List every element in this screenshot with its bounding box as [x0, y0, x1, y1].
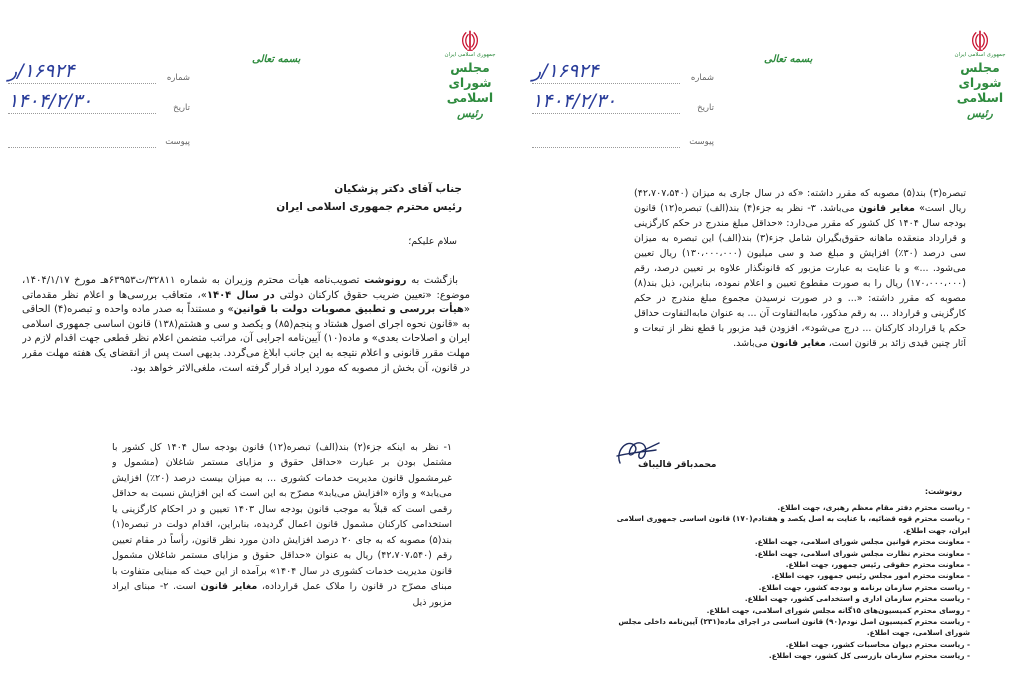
- signatory-name: محمدباقر قالیباف: [638, 460, 717, 470]
- cc-recipient: - معاونت محترم قوانین مجلس شورای اسلامی، جهت اطلاع.: [598, 536, 970, 547]
- addressee-block: [276, 180, 462, 216]
- body-text: می‌باشد. ۳- نظر به جزء(۴) بند(الف) تبصره(۱۲) قانون بودجه سال ۱۴۰۴ کل کشور که مقرر می‌دارد: «حداقل مبلغ مندرج در حکم کارگزینی و قرارداد منعقده ماهانه حقوق‌بگیران شامل جزء(۳) بند(الف) این تبصره به میزان سی درصد (۳۰٪) افزایش و مبلغ صد و سی میلیون (۱۳۰،۰۰۰،۰۰۰) ریال تعیین می‌شود. ...» و با عنایت به عبارت مزبور که قانونگذار علاوه بر تعیین درصد، رقم (۱۷۰،۰۰۰،۰۰۰) ریال را به صورت مقطوع تعیین و اعلام نموده، بنابراین، ذیل بند(۸) مصوبه که مقرر داشته: «... و در صورت نرسیدن مجموع مبلغ مندرج در حکم کارگزینی و قرارداد ... به رقم مذکور، مابه‌التفاوت آن ... به عنوان مابه‌التفاوت حداقل حکم یا قرارداد کارکنان ... درج می‌شود»، افزودن قید مزبور با قطع نظر از تبعات و آثار چنین قیدی زائد بر قانون است،: [634, 202, 966, 349]
- body-text: تصویب‌نامه هیأت محترم وزیران به شماره ۳۲۸۱۱/ت۶۳۹۵۳هـ مورخ ۱۴۰۴/۱/۱۷، موضوع: «تعیین ضریب حقوق کارکنان دولتی: [22, 275, 470, 301]
- number-handwritten-value: ۱۶۹۲۴/ر: [532, 58, 680, 84]
- emphasis-text: رونوشت: [364, 275, 407, 286]
- body-text: تبصره(۳) بند(۵) مصوبه که مقرر داشته: «که در سال جاری به میزان (۴۲،۷۰۷،۵۴۰) ریال است»: [634, 187, 966, 214]
- number-label: شماره: [690, 73, 714, 83]
- cc-recipient: - معاونت محترم حقوقی رئیس جمهور، جهت اطلاع.: [598, 559, 970, 570]
- letter-reference-fields: [8, 58, 190, 154]
- objection-item-1: [112, 440, 452, 694]
- date-handwritten-value: ۱۴۰۴/۲/۳۰: [8, 88, 156, 114]
- cc-label: رونوشت:: [924, 487, 962, 496]
- attachment-label: پیوست: [165, 137, 190, 147]
- organization-name: مجلس شورای اسلامی: [956, 60, 1004, 105]
- cc-list: [598, 502, 970, 662]
- cc-recipient: - ریاست محترم کمیسیون اصل نودم(۹۰) قانون اساسی در اجرای ماده(۲۳۱) آیین‌نامه داخلی مجلس شورای اسلامی، جهت اطلاع.: [598, 616, 970, 639]
- letter-page-2: [514, 0, 1024, 694]
- iran-emblem-icon: [969, 30, 991, 52]
- attachment-label: پیوست: [689, 137, 714, 147]
- addressee-title: رئیس محترم جمهوری اسلامی ایران: [276, 201, 462, 213]
- emblem-caption: جمهوری اسلامی ایران: [444, 52, 496, 58]
- cc-recipient: - معاونت محترم امور مجلس رئیس جمهور، جهت اطلاع.: [598, 570, 970, 581]
- cc-recipient: - ریاست محترم دفتر مقام معظم رهبری، جهت اطلاع.: [598, 502, 970, 513]
- cc-recipient: - ریاست محترم دیوان محاسبات کشور، جهت اطلاع.: [598, 639, 970, 650]
- attachment-value: [8, 126, 156, 148]
- body-text: بازگشت به: [406, 275, 458, 286]
- emphasis-text: هیأت بررسی و تطبیق مصوبات دولت با قوانین: [233, 304, 464, 316]
- letterhead-logo: [942, 30, 1018, 120]
- date-field: [8, 88, 190, 116]
- cc-recipient: - ریاست محترم قوه قضائیه، با عنایت به اصل یکصد و هفتادم(۱۷۰) قانون اساسی جمهوری اسلامی ایران، جهت اطلاع.: [598, 513, 970, 536]
- body-text: می‌باشد.: [733, 337, 771, 349]
- office-title: رئیس: [457, 107, 483, 120]
- basmala-heading: بسمه تعالی: [252, 54, 301, 65]
- emphasis-text: مغایر قانون: [200, 581, 258, 592]
- attachment-field: [8, 126, 190, 150]
- date-label: تاریخ: [697, 103, 714, 113]
- cc-recipient: - ریاست محترم سازمان بازرسی کل کشور، جهت اطلاع.: [598, 650, 970, 661]
- date-label: تاریخ: [173, 103, 190, 113]
- iran-emblem-icon: [459, 30, 481, 52]
- date-field: [532, 88, 714, 116]
- body-text: است. ۲- مبنای ایراد مزبور ذیل: [112, 581, 452, 608]
- number-field: [8, 58, 190, 86]
- objection-continuation: [634, 186, 966, 444]
- attachment-value: [532, 126, 680, 148]
- emblem-caption: جمهوری اسلامی ایران: [954, 52, 1006, 58]
- letter-reference-fields: [532, 58, 714, 154]
- attachment-field: [532, 126, 714, 150]
- letterhead-logo: [432, 30, 508, 120]
- basmala-heading: بسمه تعالی: [764, 54, 813, 65]
- office-title: رئیس: [967, 107, 993, 120]
- number-field: [532, 58, 714, 86]
- body-text: » و مستنداً به صدر ماده واحده و تبصره(۴) الحاقی به «قانون نحوه اجرای اصول هشتاد و پنجم(۸۵) و یکصد و سی و هشتم(۱۳۸) قانون اساسی جمهوری اسلامی ایران و اصلاحات بعدی» و ماده(۱۰) آیین‌نامه اجرایی آن، مراتب متضمن اعلام نظر قطعی جهت اقدام لازم در مهلت مقرر قانونی و اعلام نتیجه به این جانب ابلاغ می‌گردد. بدیهی است پس از انقضای یک هفته مهلت مقرر در قانون، آن بخش از مصوبه که مورد ایراد قرار گرفته است، ملغی‌الاثر خواهد بود.: [22, 304, 470, 374]
- body-text: ۱- نظر به اینکه جزء(۲) بند(الف) تبصره(۱۲) قانون بودجه سال ۱۴۰۴ کل کشور با مشتمل بودن بر عبارت «حداقل حقوق و مزایای مستمر شاغلان (مشمول و غیرمشمول قانون مدیریت خدمات کشوری ... به میزان بیست درصد (۲۰٪) افزایش می‌یابد» و واژه «افزایش می‌یابد» مصرّح به این است که این افزایش نسبت به حداقل رقمی است که قبلاً به موجب قانون بودجه سال ۱۴۰۳ تعیین و در احکام کارگزینی یا استخدامی کارکنان مشمول قانون اعمال گردیده، بنابراین، اقدام دولت در تبصره(۱) بند(۵) مصوبه که به جای ۲۰ درصد افزایش دادن مورد نظر قانون، رأساً در مقام تعیین رقم (۴۲،۷۰۷،۵۴۰) ریال به عنوان «حداقل حقوق و مزایای مستمر شاغلان مشمول قانون مدیریت خدمات کشوری در سال ۱۴۰۴» برآمده از این حیث که مبنایی متفاوت با مبنای مصرّح در قانون را ملاک عمل قرارداده،: [112, 441, 452, 592]
- cc-recipient: - معاونت محترم نظارت مجلس شورای اسلامی، جهت اطلاع.: [598, 548, 970, 559]
- intro-paragraph: [22, 274, 470, 426]
- body-text: »، متعاقب بررسی‌ها و اعلام نظر مقدماتی «: [22, 289, 470, 316]
- emphasis-text: در سال ۱۴۰۴: [206, 289, 275, 301]
- cc-recipient: - ریاست محترم سازمان اداری و استخدامی کشور، جهت اطلاع.: [598, 593, 970, 604]
- emphasis-text: مغایر قانون: [770, 337, 826, 349]
- organization-name: مجلس شورای اسلامی: [446, 60, 494, 105]
- number-label: شماره: [166, 73, 190, 83]
- emphasis-text: مغایر قانون: [858, 202, 915, 214]
- cc-recipient: - روسای محترم کمیسیون‌های ۱۵گانه مجلس شورای اسلامی، جهت اطلاع.: [598, 605, 970, 616]
- cc-recipient: - ریاست محترم سازمان برنامه و بودجه کشور، جهت اطلاع.: [598, 582, 970, 593]
- addressee-name: جناب آقای دکتر پزشکیان: [334, 183, 462, 195]
- number-handwritten-value: ۱۶۹۲۴/ر: [8, 58, 156, 84]
- date-handwritten-value: ۱۴۰۴/۲/۳۰: [532, 88, 680, 114]
- greeting: سلام علیکم؛: [408, 236, 457, 247]
